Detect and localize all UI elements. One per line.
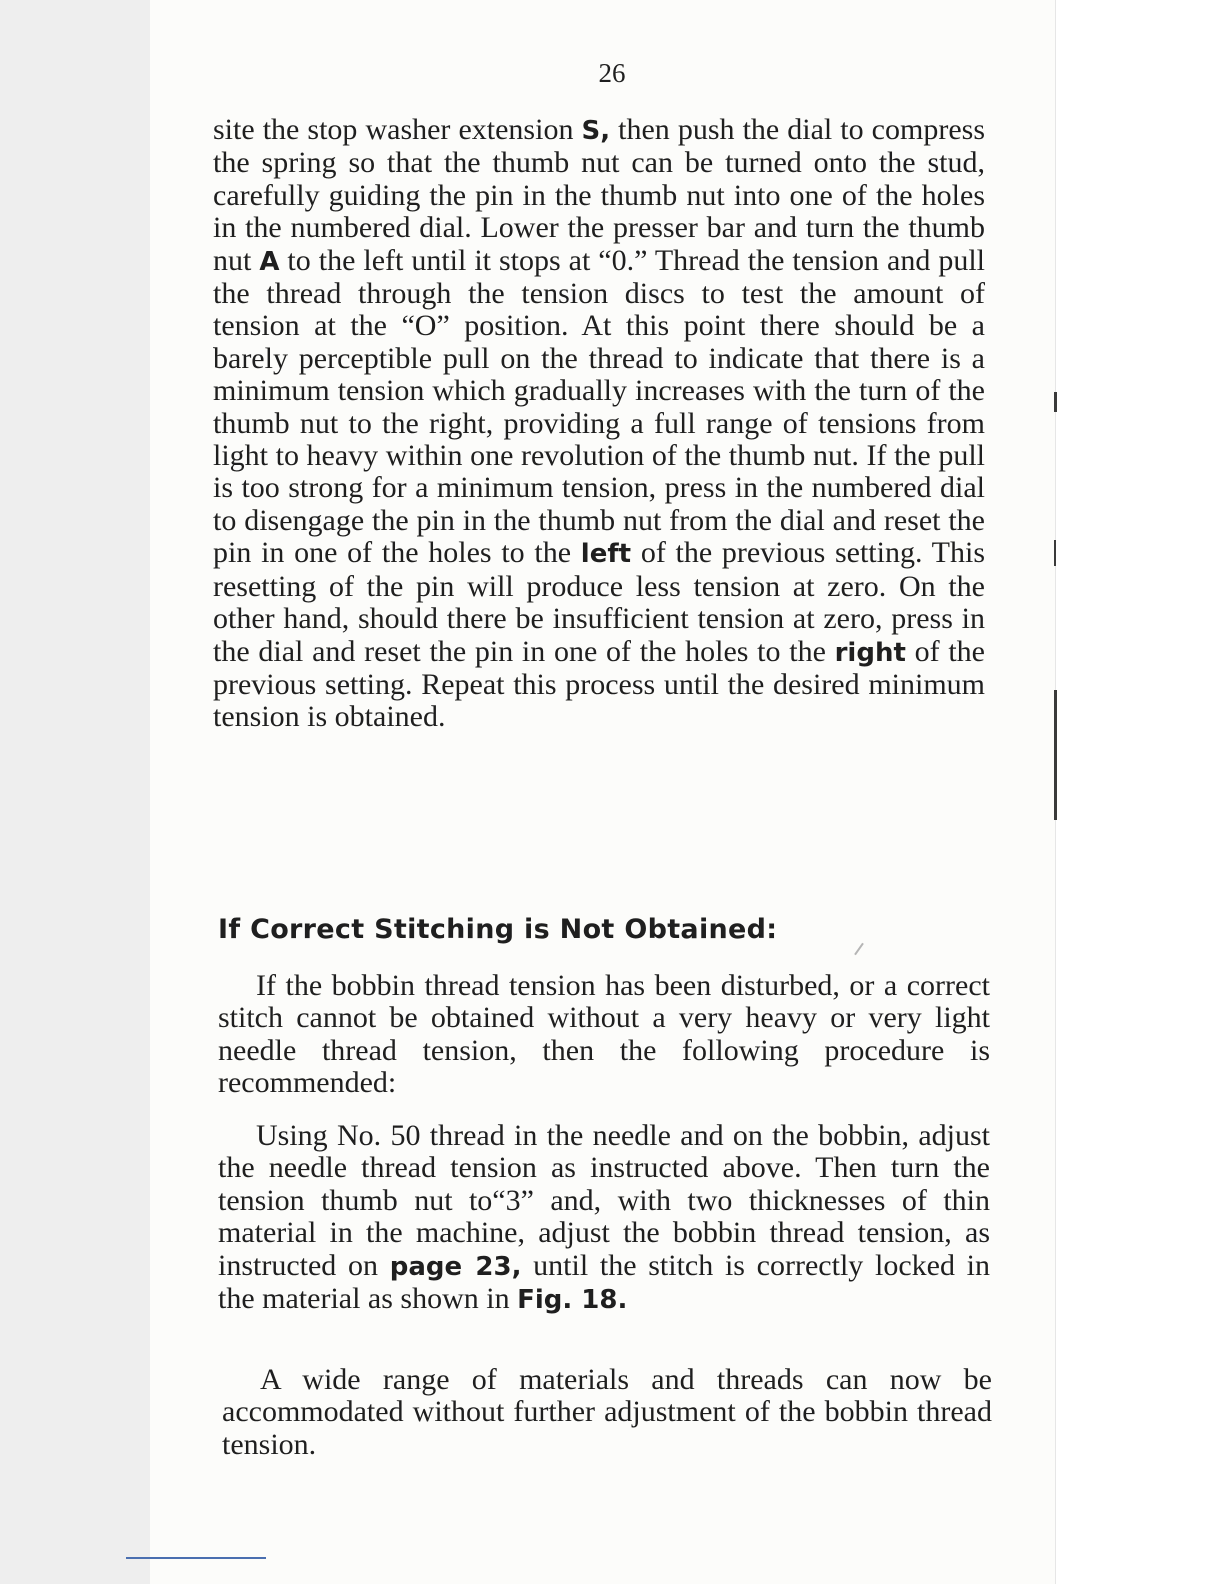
section-heading: If Correct Stitching is Not Obtained:: [218, 914, 778, 945]
bold-term: S,: [581, 116, 611, 146]
scan-artifact-line: [126, 1557, 266, 1559]
body-paragraph-3: Using No. 50 thread in the needle and on the bobbin, adjust the needle thread tension as instructed above. Then turn the tension thumb nut to“3” and, with two thicknesses of thin material in the machine, adjust the bobbin thread tension, as instructed on page 23, until the stitch is correctly locked in the material as shown in Fig. 18.: [218, 1119, 991, 1316]
page-edge-mark: [1054, 540, 1056, 566]
page-edge-mark: [1054, 392, 1057, 412]
page-edge-mark: [1054, 690, 1057, 820]
bold-term: A: [259, 246, 280, 277]
figure-reference: Fig. 18.: [517, 1285, 628, 1316]
body-paragraph-2: If the bobbin thread tension has been disturbed, or a correct stitch cannot be obtained without a very heavy or very light needle thread tension, then the following procedure is recommended:: [218, 969, 990, 1100]
scan-right-margin: [1055, 0, 1224, 1584]
page-reference: page 23,: [389, 1251, 522, 1282]
scan-left-margin: [0, 0, 150, 1584]
bold-term: left: [580, 539, 632, 570]
body-paragraph-4: A wide range of materials and threads can now be accommodated without further adjustment of the bobbin thread tension.: [222, 1363, 992, 1461]
body-paragraph-1: site the stop washer extension S, then push the dial to compress the spring so that the thumb nut can be turned onto the stud, carefully guiding the pin in the thumb nut into one of the holes in the numbered dial. Lower the presser bar and turn the thumb nut A to the left until it stops at “0.” Thread the tension and pull the thread through the tension discs to test the amount of tension at the “O” position. At this point there should be a barely perceptible pull on the thread to indicate that there is a minimum tension which gradually increases with the turn of the thumb nut to the right, providing a full range of tensions from light to heavy within one revolution of the thumb nut. If the pull is too strong for a minimum tension, press in the numbered dial to disengage the pin in the thumb nut from the dial and reset the pin in one of the holes to the left of the previous setting. This resetting of the pin will produce less tension at zero. On the other hand, should there be insufficient tension at zero, press in the dial and reset the pin in one of the holes to the right of the previous setting. Repeat this process until the desired minimum tension is obtained.: [213, 113, 985, 734]
bold-term: right: [834, 637, 906, 668]
page-number: 26: [598, 58, 626, 88]
